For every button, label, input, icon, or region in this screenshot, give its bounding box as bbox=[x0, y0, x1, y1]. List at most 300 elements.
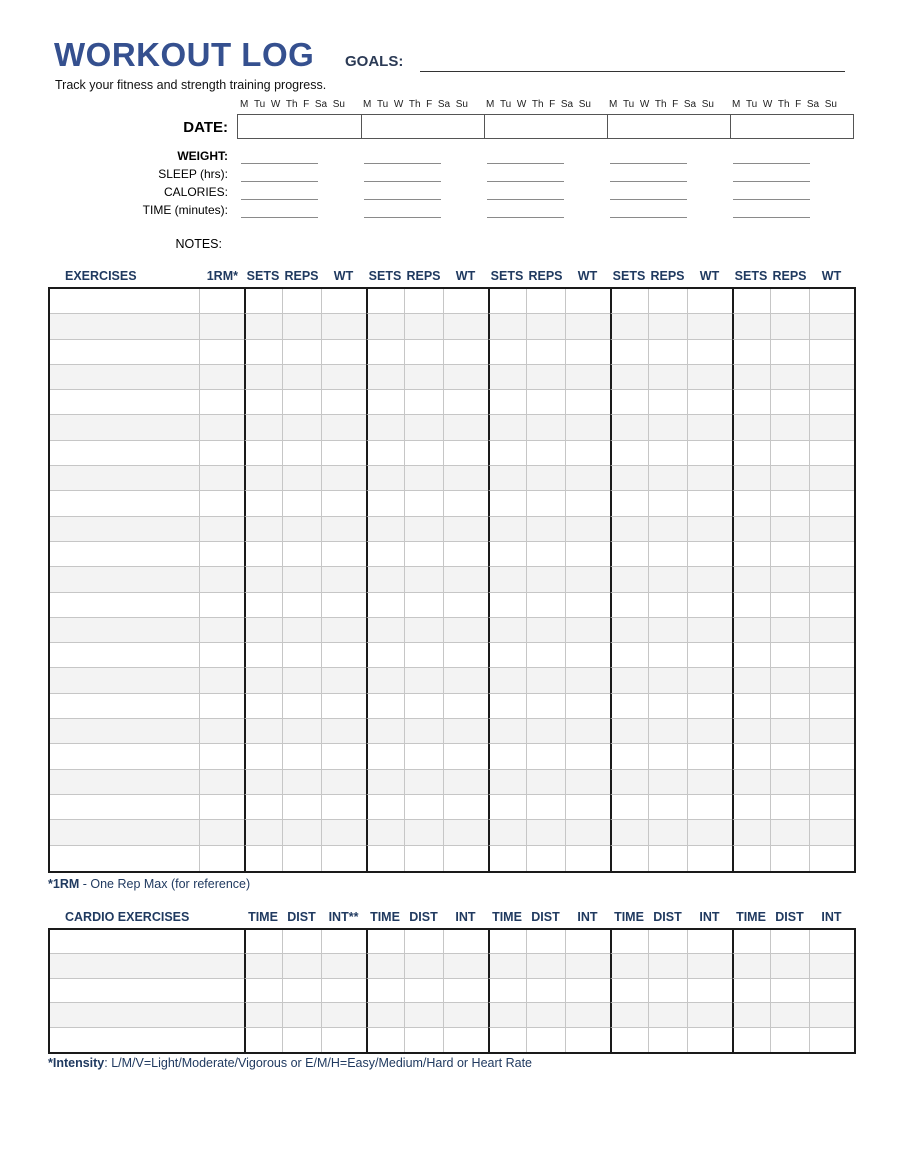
exercise-data-cell[interactable] bbox=[809, 289, 854, 314]
cardio-data-cell[interactable] bbox=[648, 1003, 687, 1027]
exercise-data-cell[interactable] bbox=[648, 466, 687, 491]
cardio-data-cell[interactable] bbox=[404, 930, 443, 954]
exercise-data-cell[interactable] bbox=[526, 340, 565, 365]
exercise-data-cell[interactable] bbox=[809, 744, 854, 769]
exercise-data-cell[interactable] bbox=[321, 795, 366, 820]
exercise-data-cell[interactable] bbox=[809, 668, 854, 693]
exercise-data-cell[interactable] bbox=[404, 719, 443, 744]
cardio-data-cell[interactable] bbox=[565, 1028, 610, 1052]
metric-input-line[interactable] bbox=[364, 185, 441, 200]
cardio-data-cell[interactable] bbox=[565, 930, 610, 954]
exercise-name-cell[interactable] bbox=[50, 770, 199, 795]
exercise-name-cell[interactable] bbox=[50, 567, 199, 592]
exercise-data-cell[interactable] bbox=[648, 415, 687, 440]
exercise-data-cell[interactable] bbox=[770, 340, 809, 365]
exercise-data-cell[interactable] bbox=[488, 846, 526, 871]
exercise-data-cell[interactable] bbox=[770, 390, 809, 415]
cardio-data-cell[interactable] bbox=[648, 1028, 687, 1052]
exercise-data-cell[interactable] bbox=[732, 694, 770, 719]
exercise-data-cell[interactable] bbox=[366, 415, 404, 440]
exercise-name-cell[interactable] bbox=[50, 491, 199, 516]
exercise-data-cell[interactable] bbox=[610, 466, 648, 491]
cardio-data-cell[interactable] bbox=[404, 1028, 443, 1052]
exercise-data-cell[interactable] bbox=[282, 846, 321, 871]
exercise-data-cell[interactable] bbox=[809, 517, 854, 542]
cardio-data-cell[interactable] bbox=[732, 1003, 770, 1027]
exercise-data-cell[interactable] bbox=[244, 340, 282, 365]
exercise-name-cell[interactable] bbox=[50, 441, 199, 466]
exercise-data-cell[interactable] bbox=[687, 820, 732, 845]
cardio-data-cell[interactable] bbox=[244, 1028, 282, 1052]
cardio-data-cell[interactable] bbox=[366, 954, 404, 978]
exercise-data-cell[interactable] bbox=[687, 846, 732, 871]
exercise-rm-cell[interactable] bbox=[199, 593, 244, 618]
exercise-data-cell[interactable] bbox=[321, 846, 366, 871]
exercise-data-cell[interactable] bbox=[404, 820, 443, 845]
exercise-data-cell[interactable] bbox=[732, 314, 770, 339]
exercise-data-cell[interactable] bbox=[443, 618, 488, 643]
exercise-data-cell[interactable] bbox=[488, 694, 526, 719]
cardio-name-cell[interactable] bbox=[50, 979, 244, 1003]
exercise-data-cell[interactable] bbox=[404, 542, 443, 567]
cardio-data-cell[interactable] bbox=[488, 954, 526, 978]
cardio-data-cell[interactable] bbox=[732, 930, 770, 954]
exercise-data-cell[interactable] bbox=[488, 744, 526, 769]
exercise-name-cell[interactable] bbox=[50, 390, 199, 415]
exercise-data-cell[interactable] bbox=[282, 466, 321, 491]
exercise-data-cell[interactable] bbox=[366, 846, 404, 871]
exercise-data-cell[interactable] bbox=[526, 542, 565, 567]
exercise-data-cell[interactable] bbox=[366, 314, 404, 339]
exercise-data-cell[interactable] bbox=[732, 719, 770, 744]
exercise-data-cell[interactable] bbox=[610, 719, 648, 744]
exercise-name-cell[interactable] bbox=[50, 846, 199, 871]
exercise-data-cell[interactable] bbox=[809, 567, 854, 592]
exercise-data-cell[interactable] bbox=[610, 668, 648, 693]
exercise-rm-cell[interactable] bbox=[199, 491, 244, 516]
exercise-data-cell[interactable] bbox=[443, 744, 488, 769]
metric-input-line[interactable] bbox=[733, 185, 810, 200]
exercise-data-cell[interactable] bbox=[488, 618, 526, 643]
exercise-data-cell[interactable] bbox=[648, 846, 687, 871]
cardio-data-cell[interactable] bbox=[526, 930, 565, 954]
exercise-data-cell[interactable] bbox=[687, 491, 732, 516]
exercise-data-cell[interactable] bbox=[610, 365, 648, 390]
exercise-data-cell[interactable] bbox=[610, 795, 648, 820]
metric-input-line[interactable] bbox=[364, 167, 441, 182]
exercise-data-cell[interactable] bbox=[565, 340, 610, 365]
exercise-name-cell[interactable] bbox=[50, 694, 199, 719]
exercise-data-cell[interactable] bbox=[770, 542, 809, 567]
exercise-data-cell[interactable] bbox=[732, 415, 770, 440]
exercise-data-cell[interactable] bbox=[610, 517, 648, 542]
cardio-data-cell[interactable] bbox=[321, 1028, 366, 1052]
exercise-data-cell[interactable] bbox=[244, 491, 282, 516]
exercise-data-cell[interactable] bbox=[526, 643, 565, 668]
exercise-data-cell[interactable] bbox=[610, 618, 648, 643]
exercise-data-cell[interactable] bbox=[732, 340, 770, 365]
exercise-data-cell[interactable] bbox=[282, 365, 321, 390]
exercise-data-cell[interactable] bbox=[526, 719, 565, 744]
exercise-data-cell[interactable] bbox=[770, 820, 809, 845]
exercise-data-cell[interactable] bbox=[610, 593, 648, 618]
exercise-data-cell[interactable] bbox=[687, 314, 732, 339]
exercise-data-cell[interactable] bbox=[565, 593, 610, 618]
exercise-data-cell[interactable] bbox=[443, 365, 488, 390]
exercise-data-cell[interactable] bbox=[687, 567, 732, 592]
exercise-data-cell[interactable] bbox=[732, 618, 770, 643]
exercise-data-cell[interactable] bbox=[282, 618, 321, 643]
cardio-data-cell[interactable] bbox=[770, 979, 809, 1003]
date-cell[interactable] bbox=[484, 115, 607, 138]
metric-input-line[interactable] bbox=[364, 203, 441, 218]
exercise-name-cell[interactable] bbox=[50, 365, 199, 390]
cardio-data-cell[interactable] bbox=[443, 979, 488, 1003]
exercise-data-cell[interactable] bbox=[244, 542, 282, 567]
exercise-data-cell[interactable] bbox=[610, 491, 648, 516]
exercise-data-cell[interactable] bbox=[244, 770, 282, 795]
cardio-data-cell[interactable] bbox=[321, 979, 366, 1003]
exercise-data-cell[interactable] bbox=[732, 441, 770, 466]
cardio-data-cell[interactable] bbox=[610, 1003, 648, 1027]
cardio-data-cell[interactable] bbox=[687, 1003, 732, 1027]
exercise-data-cell[interactable] bbox=[244, 390, 282, 415]
exercise-data-cell[interactable] bbox=[282, 390, 321, 415]
exercise-data-cell[interactable] bbox=[687, 415, 732, 440]
exercise-data-cell[interactable] bbox=[809, 491, 854, 516]
exercise-data-cell[interactable] bbox=[244, 643, 282, 668]
exercise-data-cell[interactable] bbox=[648, 314, 687, 339]
exercise-data-cell[interactable] bbox=[732, 643, 770, 668]
exercise-data-cell[interactable] bbox=[732, 744, 770, 769]
cardio-data-cell[interactable] bbox=[770, 1028, 809, 1052]
exercise-rm-cell[interactable] bbox=[199, 415, 244, 440]
goals-input-line[interactable] bbox=[420, 52, 845, 72]
exercise-data-cell[interactable] bbox=[809, 643, 854, 668]
exercise-data-cell[interactable] bbox=[244, 517, 282, 542]
exercise-data-cell[interactable] bbox=[687, 719, 732, 744]
exercise-data-cell[interactable] bbox=[443, 517, 488, 542]
cardio-data-cell[interactable] bbox=[732, 1028, 770, 1052]
exercise-data-cell[interactable] bbox=[282, 314, 321, 339]
cardio-data-cell[interactable] bbox=[687, 979, 732, 1003]
exercise-data-cell[interactable] bbox=[648, 694, 687, 719]
exercise-data-cell[interactable] bbox=[687, 668, 732, 693]
cardio-data-cell[interactable] bbox=[732, 979, 770, 1003]
cardio-data-cell[interactable] bbox=[366, 979, 404, 1003]
cardio-data-cell[interactable] bbox=[770, 930, 809, 954]
cardio-data-cell[interactable] bbox=[488, 930, 526, 954]
exercise-data-cell[interactable] bbox=[404, 770, 443, 795]
exercise-name-cell[interactable] bbox=[50, 618, 199, 643]
exercise-data-cell[interactable] bbox=[244, 795, 282, 820]
exercise-data-cell[interactable] bbox=[244, 820, 282, 845]
exercise-data-cell[interactable] bbox=[648, 719, 687, 744]
exercise-rm-cell[interactable] bbox=[199, 340, 244, 365]
exercise-data-cell[interactable] bbox=[244, 567, 282, 592]
cardio-data-cell[interactable] bbox=[488, 1028, 526, 1052]
exercise-name-cell[interactable] bbox=[50, 517, 199, 542]
exercise-data-cell[interactable] bbox=[770, 668, 809, 693]
exercise-data-cell[interactable] bbox=[770, 694, 809, 719]
exercise-data-cell[interactable] bbox=[321, 744, 366, 769]
exercise-data-cell[interactable] bbox=[366, 618, 404, 643]
metric-input-line[interactable] bbox=[241, 203, 318, 218]
exercise-data-cell[interactable] bbox=[366, 491, 404, 516]
exercise-data-cell[interactable] bbox=[526, 390, 565, 415]
exercise-data-cell[interactable] bbox=[610, 643, 648, 668]
exercise-data-cell[interactable] bbox=[687, 542, 732, 567]
exercise-data-cell[interactable] bbox=[488, 770, 526, 795]
exercise-data-cell[interactable] bbox=[809, 694, 854, 719]
exercise-data-cell[interactable] bbox=[610, 744, 648, 769]
exercise-data-cell[interactable] bbox=[488, 415, 526, 440]
exercise-data-cell[interactable] bbox=[648, 593, 687, 618]
exercise-data-cell[interactable] bbox=[321, 390, 366, 415]
exercise-data-cell[interactable] bbox=[366, 466, 404, 491]
exercise-data-cell[interactable] bbox=[809, 542, 854, 567]
cardio-data-cell[interactable] bbox=[526, 979, 565, 1003]
exercise-data-cell[interactable] bbox=[770, 289, 809, 314]
exercise-data-cell[interactable] bbox=[732, 491, 770, 516]
exercise-data-cell[interactable] bbox=[282, 770, 321, 795]
exercise-data-cell[interactable] bbox=[770, 491, 809, 516]
exercise-data-cell[interactable] bbox=[404, 390, 443, 415]
exercise-data-cell[interactable] bbox=[687, 340, 732, 365]
exercise-data-cell[interactable] bbox=[565, 744, 610, 769]
metric-input-line[interactable] bbox=[241, 185, 318, 200]
exercise-data-cell[interactable] bbox=[526, 517, 565, 542]
exercise-data-cell[interactable] bbox=[648, 441, 687, 466]
exercise-data-cell[interactable] bbox=[366, 340, 404, 365]
exercise-name-cell[interactable] bbox=[50, 744, 199, 769]
exercise-data-cell[interactable] bbox=[526, 846, 565, 871]
exercise-data-cell[interactable] bbox=[321, 415, 366, 440]
exercise-data-cell[interactable] bbox=[809, 390, 854, 415]
exercise-data-cell[interactable] bbox=[321, 770, 366, 795]
exercise-data-cell[interactable] bbox=[366, 795, 404, 820]
exercise-data-cell[interactable] bbox=[488, 643, 526, 668]
exercise-data-cell[interactable] bbox=[610, 415, 648, 440]
cardio-data-cell[interactable] bbox=[244, 1003, 282, 1027]
exercise-data-cell[interactable] bbox=[648, 795, 687, 820]
cardio-data-cell[interactable] bbox=[404, 979, 443, 1003]
exercise-data-cell[interactable] bbox=[687, 694, 732, 719]
exercise-data-cell[interactable] bbox=[526, 744, 565, 769]
exercise-data-cell[interactable] bbox=[366, 643, 404, 668]
cardio-data-cell[interactable] bbox=[366, 930, 404, 954]
cardio-data-cell[interactable] bbox=[809, 1028, 854, 1052]
cardio-data-cell[interactable] bbox=[565, 1003, 610, 1027]
cardio-data-cell[interactable] bbox=[610, 930, 648, 954]
exercise-data-cell[interactable] bbox=[648, 770, 687, 795]
cardio-data-cell[interactable] bbox=[809, 954, 854, 978]
exercise-name-cell[interactable] bbox=[50, 415, 199, 440]
exercise-data-cell[interactable] bbox=[404, 415, 443, 440]
exercise-data-cell[interactable] bbox=[732, 365, 770, 390]
exercise-data-cell[interactable] bbox=[732, 542, 770, 567]
exercise-data-cell[interactable] bbox=[321, 340, 366, 365]
exercise-data-cell[interactable] bbox=[565, 567, 610, 592]
exercise-data-cell[interactable] bbox=[687, 390, 732, 415]
exercise-data-cell[interactable] bbox=[488, 390, 526, 415]
exercise-name-cell[interactable] bbox=[50, 795, 199, 820]
cardio-name-cell[interactable] bbox=[50, 930, 244, 954]
cardio-name-cell[interactable] bbox=[50, 1028, 244, 1052]
exercise-data-cell[interactable] bbox=[809, 466, 854, 491]
exercise-rm-cell[interactable] bbox=[199, 719, 244, 744]
exercise-data-cell[interactable] bbox=[282, 694, 321, 719]
exercise-rm-cell[interactable] bbox=[199, 542, 244, 567]
exercise-data-cell[interactable] bbox=[610, 340, 648, 365]
exercise-data-cell[interactable] bbox=[526, 289, 565, 314]
exercise-rm-cell[interactable] bbox=[199, 820, 244, 845]
cardio-data-cell[interactable] bbox=[610, 979, 648, 1003]
exercise-data-cell[interactable] bbox=[732, 846, 770, 871]
cardio-data-cell[interactable] bbox=[526, 954, 565, 978]
exercise-data-cell[interactable] bbox=[366, 820, 404, 845]
exercise-data-cell[interactable] bbox=[366, 668, 404, 693]
cardio-data-cell[interactable] bbox=[244, 930, 282, 954]
exercise-data-cell[interactable] bbox=[648, 668, 687, 693]
exercise-data-cell[interactable] bbox=[526, 820, 565, 845]
exercise-data-cell[interactable] bbox=[648, 289, 687, 314]
exercise-data-cell[interactable] bbox=[443, 542, 488, 567]
exercise-data-cell[interactable] bbox=[770, 719, 809, 744]
exercise-data-cell[interactable] bbox=[610, 289, 648, 314]
exercise-data-cell[interactable] bbox=[282, 719, 321, 744]
cardio-data-cell[interactable] bbox=[732, 954, 770, 978]
exercise-data-cell[interactable] bbox=[404, 618, 443, 643]
exercise-name-cell[interactable] bbox=[50, 466, 199, 491]
exercise-data-cell[interactable] bbox=[809, 770, 854, 795]
exercise-data-cell[interactable] bbox=[687, 744, 732, 769]
exercise-data-cell[interactable] bbox=[770, 365, 809, 390]
cardio-data-cell[interactable] bbox=[443, 1003, 488, 1027]
exercise-data-cell[interactable] bbox=[770, 314, 809, 339]
exercise-data-cell[interactable] bbox=[809, 340, 854, 365]
exercise-data-cell[interactable] bbox=[687, 466, 732, 491]
exercise-data-cell[interactable] bbox=[366, 567, 404, 592]
exercise-data-cell[interactable] bbox=[282, 441, 321, 466]
exercise-data-cell[interactable] bbox=[488, 517, 526, 542]
exercise-data-cell[interactable] bbox=[732, 466, 770, 491]
exercise-rm-cell[interactable] bbox=[199, 643, 244, 668]
exercise-data-cell[interactable] bbox=[526, 441, 565, 466]
exercise-data-cell[interactable] bbox=[770, 415, 809, 440]
exercise-data-cell[interactable] bbox=[404, 314, 443, 339]
exercise-rm-cell[interactable] bbox=[199, 770, 244, 795]
exercise-data-cell[interactable] bbox=[321, 668, 366, 693]
exercise-data-cell[interactable] bbox=[565, 770, 610, 795]
exercise-name-cell[interactable] bbox=[50, 593, 199, 618]
exercise-data-cell[interactable] bbox=[282, 491, 321, 516]
exercise-data-cell[interactable] bbox=[565, 618, 610, 643]
exercise-data-cell[interactable] bbox=[648, 491, 687, 516]
exercise-data-cell[interactable] bbox=[610, 314, 648, 339]
cardio-data-cell[interactable] bbox=[809, 979, 854, 1003]
metric-input-line[interactable] bbox=[487, 185, 564, 200]
exercise-data-cell[interactable] bbox=[244, 593, 282, 618]
exercise-data-cell[interactable] bbox=[282, 542, 321, 567]
exercise-rm-cell[interactable] bbox=[199, 390, 244, 415]
cardio-data-cell[interactable] bbox=[366, 1028, 404, 1052]
exercise-data-cell[interactable] bbox=[687, 795, 732, 820]
exercise-data-cell[interactable] bbox=[404, 694, 443, 719]
exercise-data-cell[interactable] bbox=[443, 668, 488, 693]
exercise-data-cell[interactable] bbox=[488, 593, 526, 618]
exercise-name-cell[interactable] bbox=[50, 820, 199, 845]
cardio-data-cell[interactable] bbox=[443, 1028, 488, 1052]
exercise-data-cell[interactable] bbox=[443, 795, 488, 820]
exercise-data-cell[interactable] bbox=[610, 542, 648, 567]
exercise-data-cell[interactable] bbox=[809, 415, 854, 440]
exercise-data-cell[interactable] bbox=[404, 491, 443, 516]
exercise-data-cell[interactable] bbox=[809, 795, 854, 820]
exercise-data-cell[interactable] bbox=[244, 314, 282, 339]
exercise-data-cell[interactable] bbox=[770, 846, 809, 871]
exercise-rm-cell[interactable] bbox=[199, 618, 244, 643]
exercise-data-cell[interactable] bbox=[282, 289, 321, 314]
exercise-data-cell[interactable] bbox=[648, 744, 687, 769]
exercise-data-cell[interactable] bbox=[526, 415, 565, 440]
exercise-data-cell[interactable] bbox=[687, 517, 732, 542]
cardio-data-cell[interactable] bbox=[282, 1003, 321, 1027]
exercise-data-cell[interactable] bbox=[282, 744, 321, 769]
exercise-data-cell[interactable] bbox=[366, 390, 404, 415]
exercise-data-cell[interactable] bbox=[404, 593, 443, 618]
exercise-data-cell[interactable] bbox=[648, 390, 687, 415]
exercise-data-cell[interactable] bbox=[732, 593, 770, 618]
exercise-data-cell[interactable] bbox=[610, 390, 648, 415]
exercise-data-cell[interactable] bbox=[321, 820, 366, 845]
exercise-data-cell[interactable] bbox=[366, 744, 404, 769]
exercise-rm-cell[interactable] bbox=[199, 795, 244, 820]
exercise-data-cell[interactable] bbox=[488, 441, 526, 466]
metric-input-line[interactable] bbox=[733, 203, 810, 218]
cardio-data-cell[interactable] bbox=[244, 979, 282, 1003]
exercise-data-cell[interactable] bbox=[321, 517, 366, 542]
exercise-data-cell[interactable] bbox=[321, 719, 366, 744]
metric-input-line[interactable] bbox=[610, 185, 687, 200]
exercise-data-cell[interactable] bbox=[404, 567, 443, 592]
exercise-data-cell[interactable] bbox=[648, 340, 687, 365]
exercise-data-cell[interactable] bbox=[321, 491, 366, 516]
exercise-data-cell[interactable] bbox=[732, 795, 770, 820]
exercise-data-cell[interactable] bbox=[648, 567, 687, 592]
exercise-data-cell[interactable] bbox=[770, 643, 809, 668]
exercise-data-cell[interactable] bbox=[488, 567, 526, 592]
exercise-data-cell[interactable] bbox=[321, 618, 366, 643]
exercise-data-cell[interactable] bbox=[244, 846, 282, 871]
metric-input-line[interactable] bbox=[733, 149, 810, 164]
cardio-data-cell[interactable] bbox=[404, 954, 443, 978]
exercise-data-cell[interactable] bbox=[809, 593, 854, 618]
exercise-data-cell[interactable] bbox=[732, 567, 770, 592]
exercise-data-cell[interactable] bbox=[321, 593, 366, 618]
exercise-rm-cell[interactable] bbox=[199, 441, 244, 466]
exercise-data-cell[interactable] bbox=[687, 289, 732, 314]
exercise-rm-cell[interactable] bbox=[199, 517, 244, 542]
cardio-data-cell[interactable] bbox=[565, 979, 610, 1003]
exercise-data-cell[interactable] bbox=[526, 365, 565, 390]
exercise-data-cell[interactable] bbox=[648, 618, 687, 643]
cardio-data-cell[interactable] bbox=[648, 979, 687, 1003]
exercise-data-cell[interactable] bbox=[565, 289, 610, 314]
exercise-data-cell[interactable] bbox=[321, 365, 366, 390]
exercise-data-cell[interactable] bbox=[610, 441, 648, 466]
exercise-rm-cell[interactable] bbox=[199, 744, 244, 769]
